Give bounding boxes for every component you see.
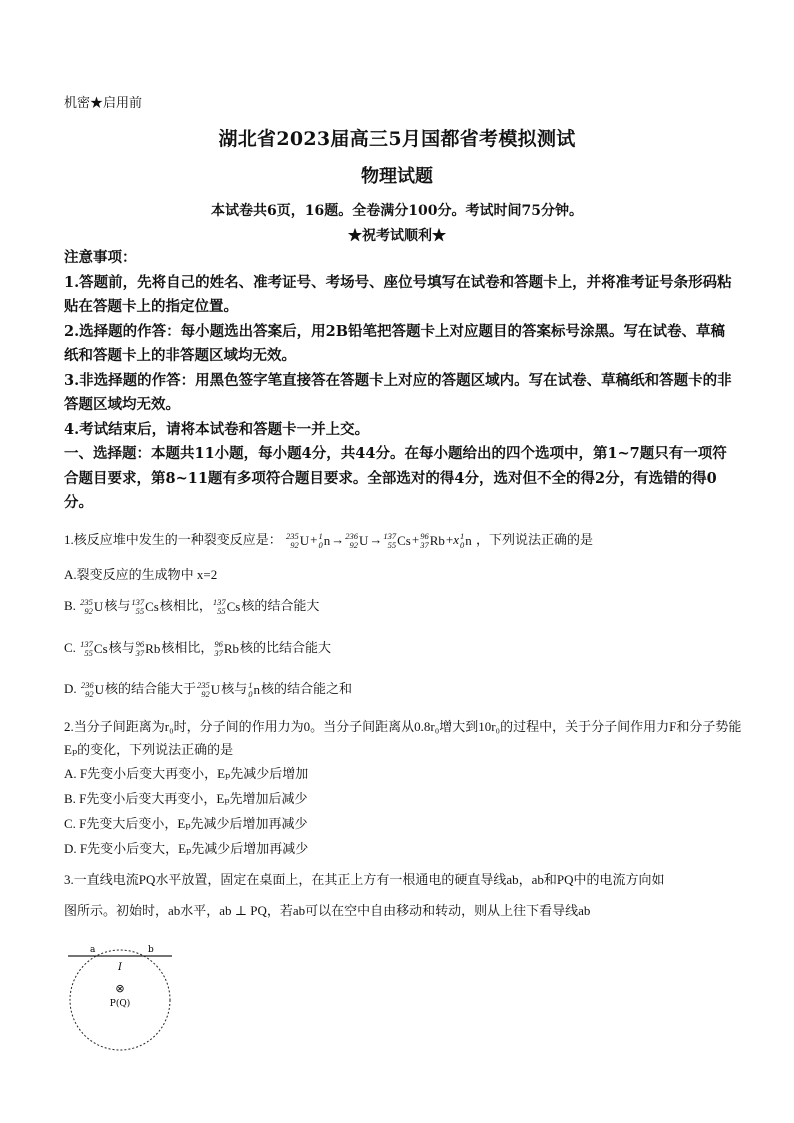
exam-info: 本试卷共6页，16题。全卷满分100分。考试时间75分钟。 bbox=[211, 203, 583, 219]
q3-stem-line-2: 图所示。初始时，ab水平，ab ⊥ PQ，若ab可以在空中自由移动和转动，则从上往下看导线ab bbox=[64, 903, 591, 918]
q1-stem: 1.核反应堆中发生的一种裂变反应是： 235 92 U + 1 0 n → 236 92 U → 137 55 Cs + 96 37 Rb +x 1 0 n ，下列说法正确的是 bbox=[64, 531, 594, 551]
question-1 bbox=[64, 530, 744, 551]
question-2 bbox=[64, 715, 744, 861]
section-instructions: 一、选择题：本题共11小题，每小题4分，共44分。在每小题给出的四个选项中，第1~7题只有一项符合题目要求，第8~11题有多项符合题目要求。全部选对的得4分，选对但不全的得2分，有选错的得0分。 bbox=[64, 445, 727, 511]
confidential-mark: 机密★启用前 bbox=[64, 96, 143, 111]
exam-title: 湖北省2023届高三5月国都省考模拟测试 bbox=[218, 128, 576, 150]
q2-option-a: A. F先变小后变大再变小，Eₚ先减少后增加 bbox=[64, 766, 309, 781]
current-into-page-icon: ⊗ bbox=[115, 982, 125, 995]
q2-option-b: B. F先变小后变大再变小，Eₚ先增加后减少 bbox=[64, 791, 308, 806]
q1-option-a: A.裂变反应的生成物中 x=2 bbox=[64, 567, 218, 582]
label-b: b bbox=[148, 945, 154, 955]
q1-option-d: D. 236 92 U 核的结合能大于 235 92 U 核与 1 0 n 核的结合能之和 bbox=[64, 680, 352, 700]
note-item-1: 1.答题前，先将自己的姓名、准考证号、考场号、座位号填写在试卷和答题卡上，并将准考证号条形码粘贴在答题卡上的指定位置。 bbox=[64, 273, 732, 315]
q1-option-c: C. 137 55 Cs 核与 96 37 Rb 核相比， 96 37 Rb 核的比结合能大 bbox=[64, 639, 332, 659]
exam-subtitle: 物理试题 bbox=[361, 166, 433, 187]
q2-stem: 2.当分子间距离为r₀时，分子间的作用力为0。当分子间距离从0.8r₀增大到10r₀的过程中，关于分子间作用力F和分子势能Eₚ的变化，下列说法正确的是 bbox=[64, 719, 742, 757]
q1-option-b: B. 235 92 U 核与 137 55 Cs 核相比， 137 55 Cs 核的结合能大 bbox=[64, 597, 320, 617]
q3-stem-line-1: 3.一直线电流PQ水平放置，固定在桌面上，在其正上方有一根通电的硬直导线ab，ab和PQ中的电流方向如 bbox=[64, 872, 665, 887]
exam-wish: ★祝考试顺利★ bbox=[348, 228, 446, 244]
wire-field-diagram bbox=[60, 930, 180, 1060]
question-3 bbox=[64, 864, 744, 926]
notes-section bbox=[64, 246, 734, 516]
label-current: I bbox=[118, 962, 122, 973]
label-pq: P(Q) bbox=[109, 999, 131, 1009]
label-a: a bbox=[90, 945, 96, 955]
q2-option-d: D. F先变小后变大，Eₚ先减少后增加再减少 bbox=[64, 841, 309, 856]
note-item-2: 2.选择题的作答：每小题选出答案后，用2B铅笔把答题卡上对应题目的答案标号涂黑。写在试卷、草稿纸和答题卡上的非答题区域均无效。 bbox=[64, 322, 725, 364]
note-item-3: 3.非选择题的作答：用黑色签字笔直接答在答题卡上对应的答题区域内。写在试卷、草稿纸和答题卡的非答题区域均无效。 bbox=[64, 371, 732, 413]
note-item-4: 4.考试结束后，请将本试卷和答题卡一并上交。 bbox=[64, 420, 370, 438]
q2-option-c: C. F先变大后变小，Eₚ先减少后增加再减少 bbox=[64, 816, 308, 831]
notes-heading: 注意事项： bbox=[64, 249, 137, 266]
